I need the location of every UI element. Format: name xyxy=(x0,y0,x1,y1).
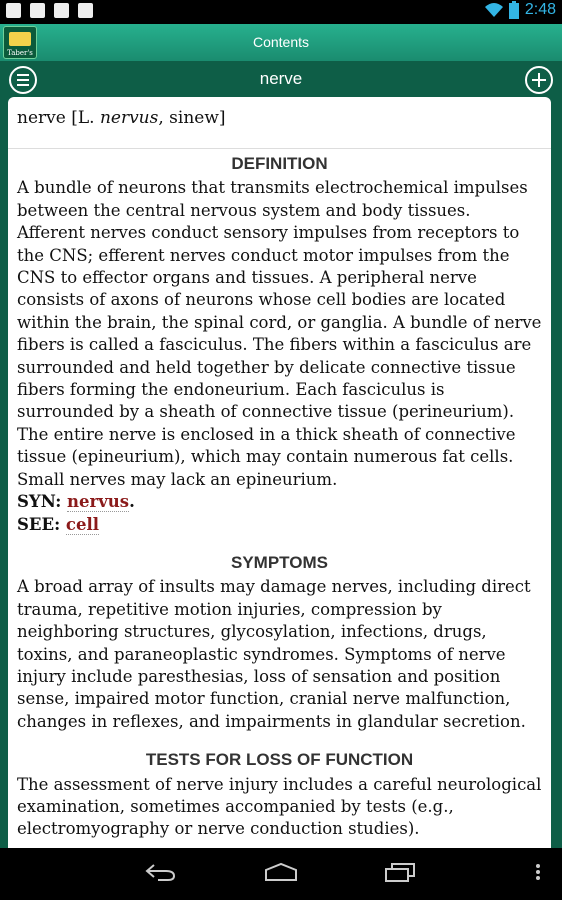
image-icon xyxy=(30,3,45,18)
system-icons xyxy=(485,1,556,19)
definition-text: A bundle of neurons that transmits electrochemical impulses between the central nervous system and body tissues. Afferent nerves conduct sensory impulses from receptors to the CNS; efferent nerves conduct motor impulses from the CNS to effector organs and tissues. A peripheral nerve consists of axons of neurons whose cell bodies are located within the brain, the spinal cord, or ganglia. A bundle of nerve fibers is called a fasciculus. The fibers within a fasciculus are surrounded and held together by delicate connective tissue fibers forming the endoneurium. Each fasciculus is surrounded by a sheath of connective tissue (perineurium). The entire nerve is enclosed in a thick sheath of connective tissue (epineurium), which may contain numerous fat cells. Small nerves may lack an epineurium. xyxy=(17,178,542,489)
back-icon[interactable] xyxy=(144,862,176,882)
entry-body xyxy=(8,153,551,841)
see-line: SEE: cell xyxy=(17,514,100,534)
see-link[interactable]: cell xyxy=(65,514,100,534)
task-icon xyxy=(78,3,93,18)
symptoms-text: A broad array of insults may damage nerves, including direct trauma, repetitive motion injuries, compression by neighboring structures, glycosylation, infections, drugs, toxins, and paraneoplastic syndromes. Symptoms of nerve injury include paresthesias, loss of sensation and position sense, impaired motor function, cranial nerve malfunction, changes in reflexes, and impairments in glandular secretion. xyxy=(17,577,531,731)
syn-link[interactable]: nervus xyxy=(67,492,130,512)
headword: nerve [L. nervus, sinew] xyxy=(8,97,551,149)
tests-text: The assessment of nerve injury includes a careful neurological examination, sometimes accompanied by tests (e.g., electromyography or nerve conduction studies). xyxy=(17,774,542,839)
notification-icon xyxy=(6,3,21,18)
app-bar xyxy=(0,24,562,61)
gmail-icon xyxy=(54,3,69,18)
term-header xyxy=(0,61,562,97)
logo-text: Taber's xyxy=(7,49,33,57)
home-icon[interactable] xyxy=(263,862,299,882)
term-title: nerve xyxy=(259,69,303,88)
notification-icons xyxy=(6,3,93,18)
clock: 2:48 xyxy=(524,1,556,18)
battery-icon xyxy=(509,1,519,19)
syn-line: SYN: nervus. xyxy=(17,492,135,512)
symptoms-heading: SYMPTOMS xyxy=(231,552,328,572)
tests-heading: TESTS FOR LOSS OF FUNCTION xyxy=(145,750,414,770)
overflow-menu-icon[interactable] xyxy=(535,862,541,882)
add-button[interactable] xyxy=(525,66,553,94)
navigation-bar xyxy=(0,848,562,900)
content-area xyxy=(0,97,562,848)
recent-apps-icon[interactable] xyxy=(384,862,416,882)
status-bar xyxy=(0,0,562,24)
contents-title[interactable]: Contents xyxy=(252,34,310,50)
wifi-icon xyxy=(485,2,503,18)
entry-card[interactable] xyxy=(8,97,551,848)
definition-heading: DEFINITION xyxy=(231,154,328,173)
